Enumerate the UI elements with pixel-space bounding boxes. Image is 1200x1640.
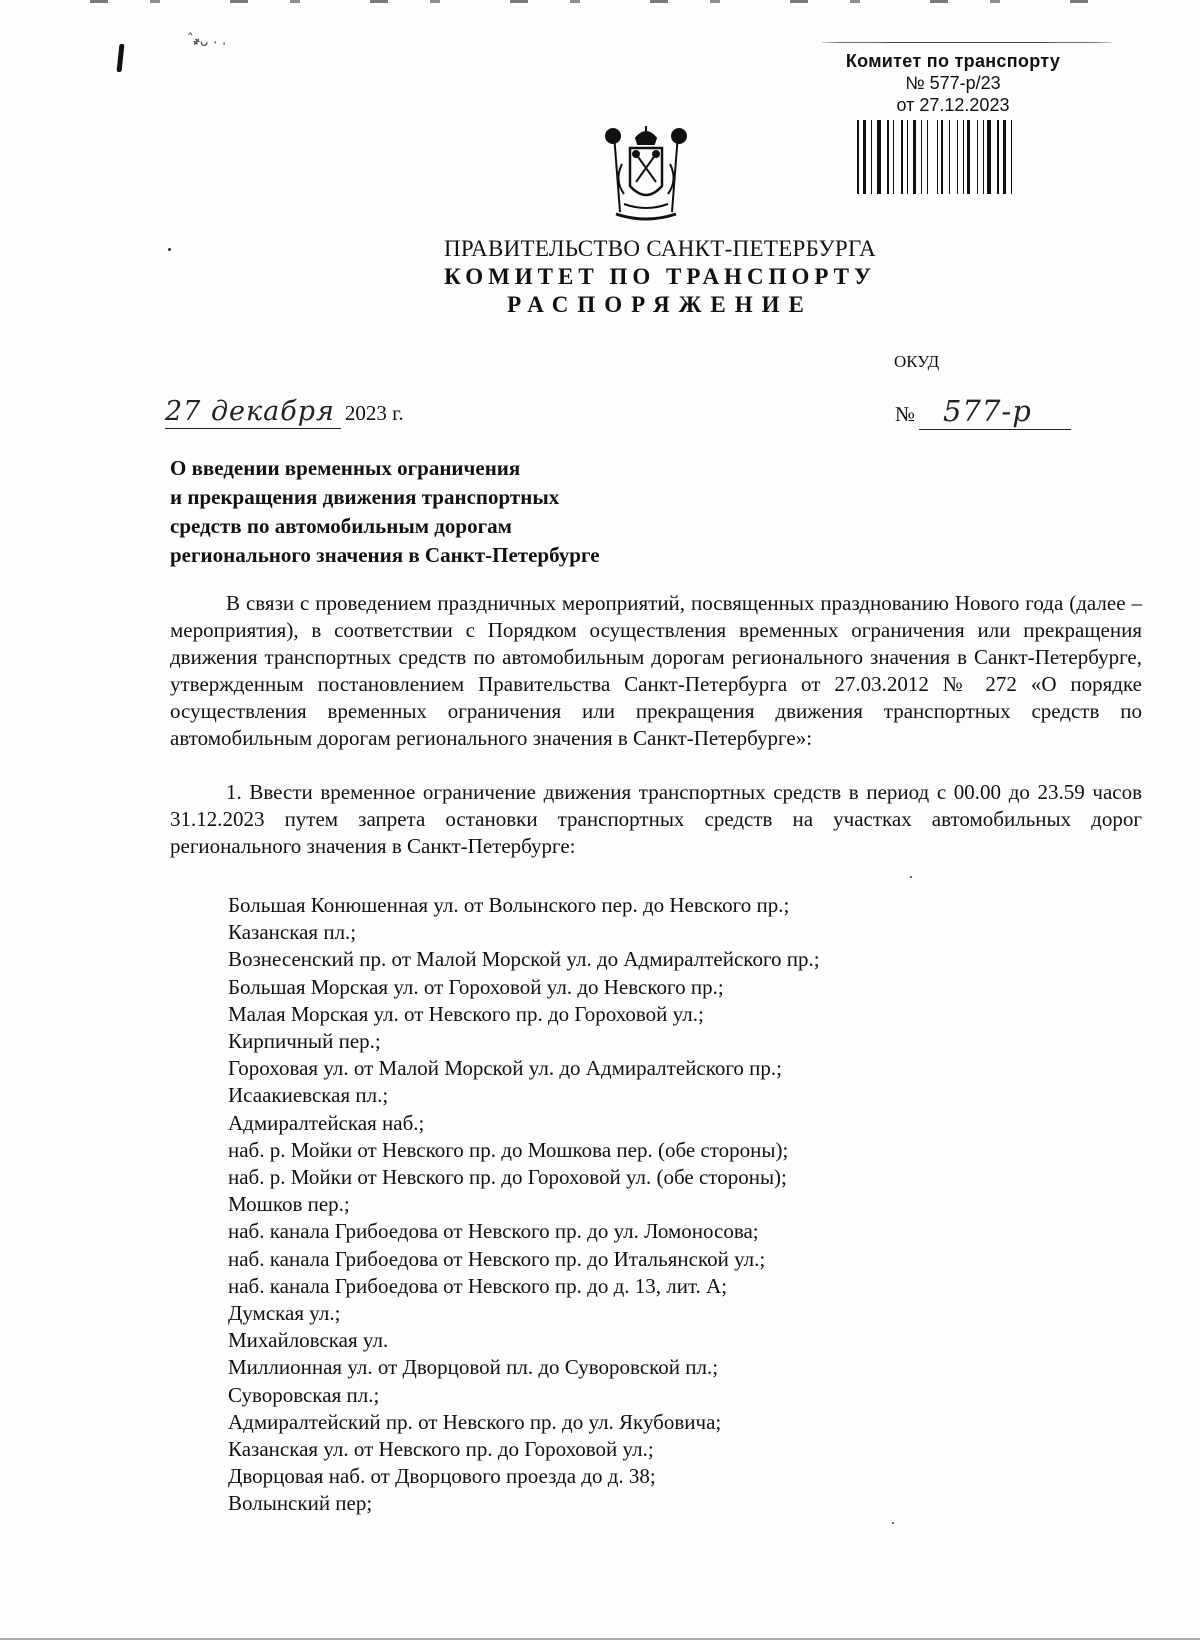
- street-item: Мошков пер.;: [228, 1192, 350, 1217]
- barcode-bar: [857, 120, 859, 194]
- street-item: Малая Морская ул. от Невского пр. до Гороховой ул.;: [228, 1001, 704, 1026]
- street-item: Большая Морская ул. от Гороховой ул. до Невского пр.;: [228, 974, 724, 999]
- barcode-bar: [901, 120, 903, 194]
- street-item: Гороховая ул. от Малой Морской ул. до Адмиралтейского пр.;: [228, 1056, 782, 1081]
- coat-of-arms-emblem: [600, 124, 692, 228]
- registration-stamp: [822, 40, 1084, 200]
- stamp-org: Комитет по транспорту: [845, 51, 1061, 71]
- scan-mark: [117, 44, 125, 72]
- barcode-bar: [937, 120, 938, 194]
- barcode-bar: [877, 120, 881, 194]
- date-year: 2023 г.: [344, 401, 404, 425]
- street-list: [228, 892, 820, 1518]
- barcode-bar: [987, 120, 991, 194]
- street-item: Волынский пер;: [228, 1491, 373, 1516]
- clause-1-paragraph: 1. Ввести временное ограничение движения транспортных средств в период с 00.00 до 23.59 часов 31.12.2023 путем запрета остановки транспортных средств на участках автомобильных дорог регионального значения в Санкт-Петербурге:: [170, 780, 1142, 858]
- barcode-bar: [907, 120, 908, 194]
- barcode-bar: [957, 120, 958, 194]
- barcode-bar: [967, 120, 970, 194]
- barcode-bar: [893, 120, 894, 194]
- title-line: О введении временных ограничения: [170, 456, 521, 480]
- barcode-bar: [913, 120, 916, 194]
- document-body: [170, 590, 1142, 860]
- committee-name: КОМИТЕТ ПО ТРАНСПОРТУ: [444, 264, 876, 289]
- street-item: Большая Конюшенная ул. от Волынского пер. до Невского пр.;: [228, 893, 790, 917]
- barcode-bar: [997, 120, 999, 194]
- number-label: №: [895, 402, 916, 426]
- barcode-bar: [963, 120, 964, 194]
- street-item: Суворовская пл.;: [228, 1382, 380, 1407]
- street-item: Адмиралтейский пр. от Невского пр. до ул. Якубовича;: [228, 1409, 722, 1434]
- street-item: Адмиралтейская наб.;: [228, 1110, 425, 1135]
- preamble-paragraph: В связи с проведением праздничных мероприятий, посвященных празднованию Нового года (далее – мероприятия), в соответствии с Порядком осуществления временных ограничения или прекращения движения транспортных средств по автомобильным дорогам регионального значения в Санкт-Петербурге, утвержденным постановлением Правительства Санкт-Петербурга от 27.03.2012 № 272 «О порядке осуществления временных ограничения или прекращения движения транспортных средств по автомобильным дорогам регионального значения в Санкт-Петербурге»:: [170, 591, 1142, 750]
- street-item: Вознесенский пр. от Малой Морской ул. до Адмиралтейского пр.;: [228, 947, 820, 972]
- title-line: регионального значения в Санкт-Петербурге: [170, 543, 600, 567]
- government-name: ПРАВИТЕЛЬСТВО САНКТ-ПЕТЕРБУРГА: [443, 236, 877, 261]
- barcode-bar: [921, 120, 922, 194]
- barcode-bar: [863, 120, 866, 194]
- barcode-bar: [977, 120, 978, 194]
- document-title: [170, 454, 690, 570]
- street-item: наб. р. Мойки от Невского пр. до Мошкова пер. (обе стороны);: [228, 1137, 789, 1162]
- stamp-date: от 27.12.2023: [896, 95, 1010, 115]
- scan-speck: [892, 1522, 894, 1524]
- scan-edge-artifact: [90, 0, 1090, 3]
- street-item: Казанская ул. от Невского пр. до Гороховой ул.;: [228, 1437, 654, 1462]
- title-line: средств по автомобильным дорогам: [170, 514, 512, 538]
- document-type: РАСПОРЯЖЕНИЕ: [507, 292, 813, 317]
- scan-speck: [910, 876, 912, 878]
- handwritten-date: 27 декабря: [165, 396, 341, 429]
- street-item: наб. канала Грибоедова от Невского пр. до д. 13, лит. А;: [228, 1273, 728, 1298]
- stamp-number: № 577-р/23: [905, 73, 1001, 93]
- scan-speck: [168, 248, 171, 251]
- barcode-bar: [887, 120, 889, 194]
- barcode-bar: [983, 120, 984, 194]
- title-line: и прекращения движения транспортных: [170, 485, 560, 509]
- scan-scribble: ˆ҂ᴗ · ·: [185, 31, 228, 53]
- street-item: Дворцовая наб. от Дворцового проезда до д. 38;: [228, 1464, 656, 1489]
- document-number: [895, 394, 1071, 430]
- barcode-bar: [1003, 120, 1006, 194]
- barcode: [857, 120, 1049, 194]
- barcode-bar: [871, 120, 872, 194]
- street-item: Михайловская ул.: [228, 1328, 389, 1353]
- street-item: Миллионная ул. от Дворцовой пл. до Суворовской пл.;: [228, 1355, 719, 1380]
- barcode-bar: [949, 120, 950, 194]
- street-item: Кирпичный пер.;: [228, 1029, 381, 1054]
- street-item: Исаакиевская пл.;: [228, 1083, 389, 1108]
- street-item: наб. канала Грибоедова от Невского пр. до Итальянской ул.;: [228, 1246, 766, 1271]
- document-date: [165, 396, 404, 430]
- okud-label: ОКУД: [894, 352, 940, 371]
- barcode-bar: [927, 120, 928, 194]
- stamp-border: [822, 42, 1112, 43]
- barcode-bar: [941, 120, 943, 194]
- street-item: наб. р. Мойки от Невского пр. до Гороховой ул. (обе стороны);: [228, 1165, 787, 1190]
- street-item: Думская ул.;: [228, 1301, 341, 1326]
- street-item: Казанская пл.;: [228, 920, 357, 945]
- handwritten-number: 577-р: [919, 394, 1071, 430]
- street-item: наб. канала Грибоедова от Невского пр. до ул. Ломоносова;: [228, 1219, 759, 1244]
- barcode-bar: [1011, 120, 1012, 194]
